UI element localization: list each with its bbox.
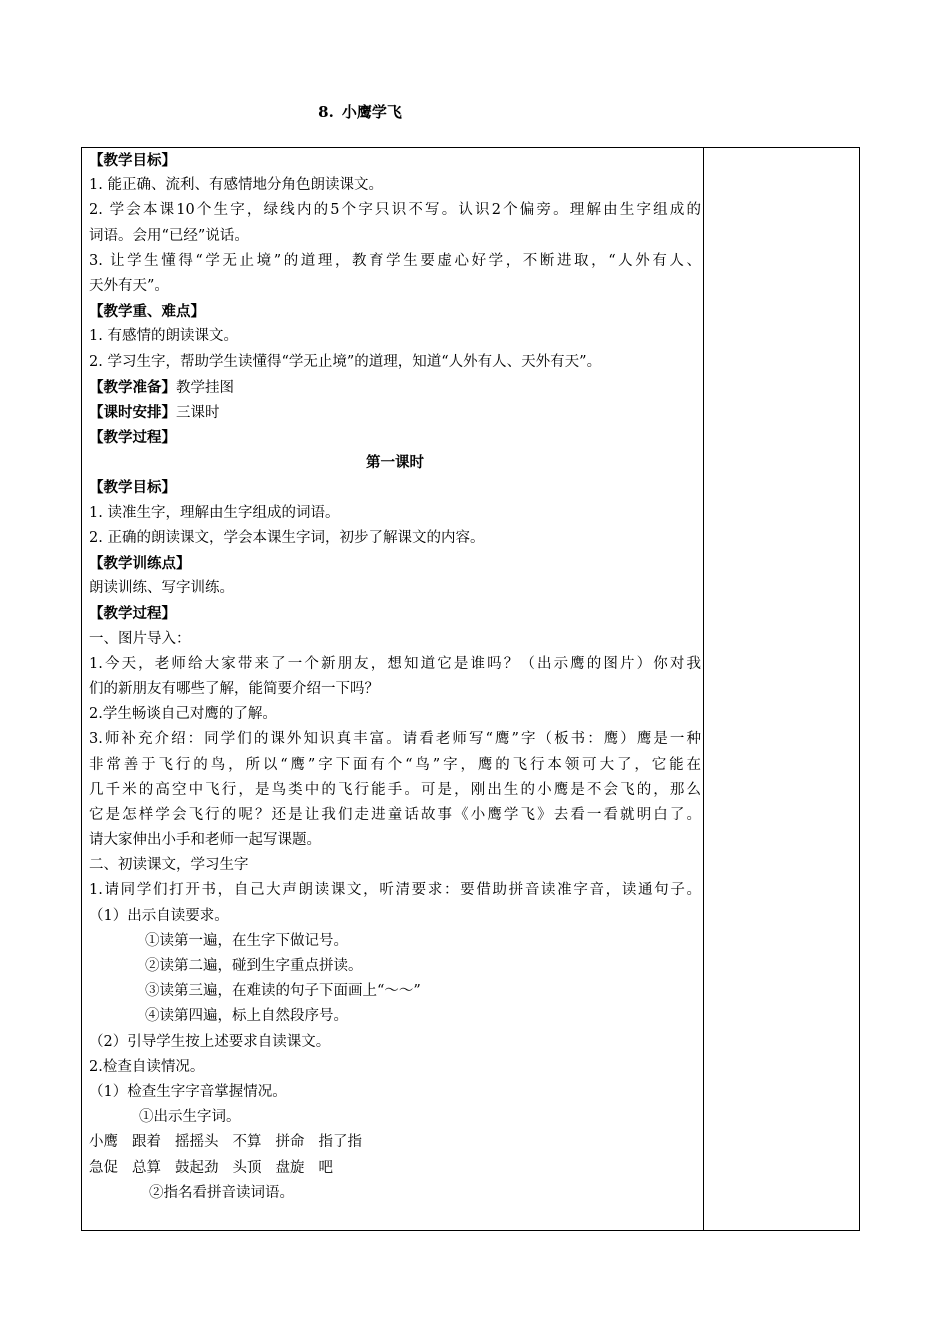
- section-heading: 【教学过程】: [89, 605, 176, 623]
- text-line: ④读第四遍，标上自然段序号。: [145, 1008, 348, 1025]
- section-heading: 【教学训练点】: [89, 555, 191, 572]
- period-heading: 第一课时: [366, 454, 424, 472]
- text-line: 1. 有感情的朗读课文。: [89, 328, 238, 345]
- text-line: （1）出示自读要求。: [89, 907, 229, 924]
- vocab-word: 摇摇头: [175, 1134, 219, 1151]
- text-line: ①读第一遍，在生字下做记号。: [145, 932, 348, 949]
- text-line: 朗读训练、写字训练。: [89, 580, 234, 597]
- notes-column: [704, 148, 859, 1230]
- text-line: 3. 让学生懂得“学无止境”的道理，教育学生要虚心好学，不断进取，“人外有人、: [89, 252, 701, 269]
- vocab-row: [89, 1156, 701, 1181]
- vocab-word: 跟着: [132, 1134, 161, 1151]
- lesson-title: 小鹰学飞: [341, 103, 402, 121]
- section-heading: 【教学准备】: [89, 378, 176, 396]
- text-line: 二、初读课文，学习生字: [89, 857, 249, 874]
- vocab-word: 指了指: [318, 1134, 362, 1151]
- text-line: 请大家伸出小手和老师一起写课题。: [89, 832, 321, 849]
- vocab-word: 拼命: [275, 1134, 305, 1151]
- text-line: ②读第二遍，碰到生字重点拼读。: [145, 958, 363, 974]
- text-line: 几千米的高空中飞行，是鸟类中的飞行能手。可是，刚出生的小鹰是不会飞的，那么: [89, 781, 701, 798]
- section-heading: 【教学目标】: [89, 479, 176, 497]
- text-line: 1.今天，老师给大家带来了一个新朋友，想知道它是谁吗？（出示鹰的图片）你对我: [89, 655, 701, 672]
- vocab-word: 小鹰: [89, 1134, 118, 1151]
- section-heading: 【课时安排】: [89, 403, 176, 421]
- vocab-word: 吧: [318, 1159, 333, 1176]
- text-line: 2. 学习生字，帮助学生读懂得“学无止境”的道理，知道“人外有人、天外有天”。: [89, 353, 602, 370]
- text-line: 词语。会用“已经”说话。: [89, 227, 249, 244]
- vocab-row: [89, 1130, 701, 1155]
- lesson-plan-table: [81, 147, 860, 1231]
- text-line: 1. 能正确、流利、有感情地分角色朗读课文。: [89, 177, 383, 194]
- vocab-word: 鼓起劲: [175, 1159, 219, 1176]
- text-line: 1. 读准生字，理解由生字组成的词语。: [89, 504, 340, 521]
- vocab-word: 头顶: [232, 1159, 262, 1176]
- text-line: 2.检查自读情况。: [89, 1058, 205, 1075]
- text-line: ②指名看拼音读词语。: [149, 1184, 294, 1201]
- text-line: 2. 正确的朗读课文，学会本课生字词，初步了解课文的内容。: [89, 529, 485, 546]
- vocab-word: 不算: [232, 1134, 262, 1151]
- text-line: （2）引导学生按上述要求自读课文。: [89, 1033, 331, 1050]
- vocab-word: 急促: [89, 1159, 118, 1176]
- main-content-cell: [89, 148, 701, 1206]
- text-line: 它是怎样学会飞行的呢？还是让我们走进童话故事《小鹰学飞》去看一看就明白了。: [89, 806, 701, 823]
- lesson-number: 8.: [318, 103, 334, 121]
- section-heading: 【教学重、难点】: [89, 303, 205, 321]
- text-line: [89, 400, 701, 425]
- text-line: [89, 375, 701, 400]
- text-line: 3.师补充介绍：同学们的课外知识真丰富。请看老师写“鹰”字（板书：鹰）鹰是一种: [89, 731, 701, 748]
- text-line: ①出示生字词。: [139, 1109, 241, 1126]
- text-line: 非常善于飞行的鸟，所以“鹰”字下面有个“鸟”字，鹰的飞行本领可大了，它能在: [89, 756, 701, 773]
- text-line: （1）检查生字字音掌握情况。: [89, 1083, 287, 1100]
- section-value: 三课时: [176, 404, 220, 421]
- text-line: 一、图片导入：: [89, 630, 191, 647]
- page-title: [0, 101, 720, 122]
- section-heading: 【教学目标】: [89, 152, 176, 169]
- text-line: 们的新朋友有哪些了解，能简要介绍一下吗？: [89, 680, 379, 697]
- text-line: 天外有天”。: [89, 277, 169, 294]
- text-line: 1.请同学们打开书，自己大声朗读课文，听清要求：要借助拼音读准字音，读通句子。: [89, 882, 701, 899]
- text-line: ③读第三遍，在难读的句子下面画上“～～”: [145, 983, 421, 1000]
- section-heading: 【教学过程】: [89, 429, 176, 447]
- text-line: 2.学生畅谈自己对鹰的了解。: [89, 706, 277, 723]
- section-value: 教学挂图: [176, 379, 234, 396]
- vocab-word: 总算: [132, 1159, 161, 1176]
- vocab-word: 盘旋: [275, 1159, 305, 1176]
- text-line: 2. 学会本课10个生字，绿线内的5个字只识不写。认识2个偏旁。理解由生字组成的: [89, 202, 701, 219]
